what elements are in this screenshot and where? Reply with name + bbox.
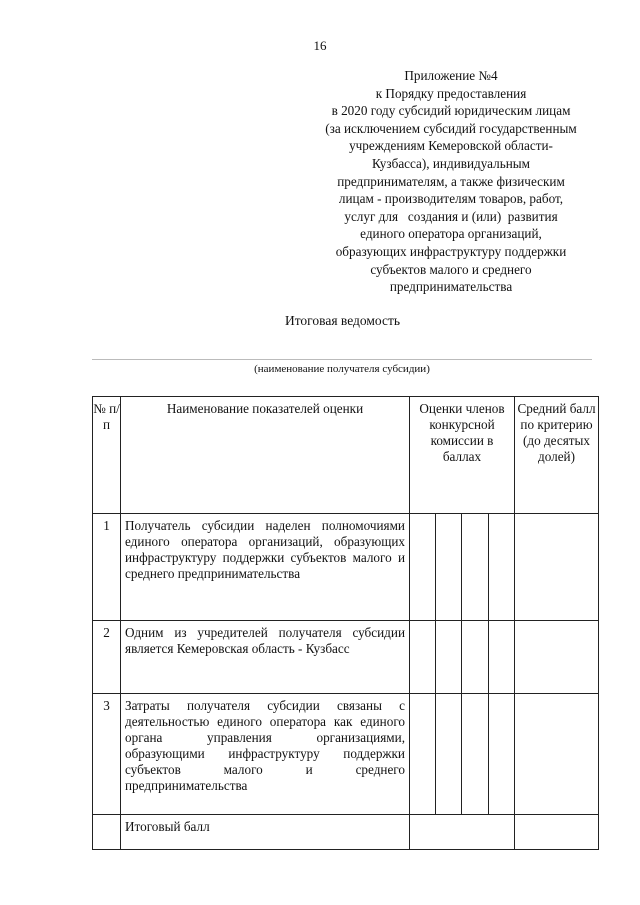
- row-number: 3: [93, 694, 121, 815]
- appendix-line: в 2020 году субсидий юридическим лицам: [331, 103, 571, 119]
- header-indicator-name: Наименование показателей оценки: [121, 397, 410, 514]
- score-cell: [462, 694, 489, 815]
- score-table: [92, 396, 599, 850]
- header-commission-scores: Оценки членов конкурсной комиссии в баллах: [410, 397, 515, 514]
- score-cell: [410, 694, 436, 815]
- appendix-line: услуг для создания и (или) развития: [344, 208, 558, 224]
- table-row: [93, 621, 599, 694]
- document-title: Итоговая ведомость: [284, 313, 401, 328]
- appendix-line: субъектов малого и среднего: [370, 261, 532, 277]
- total-average-cell: [515, 815, 599, 850]
- row-number: 2: [93, 621, 121, 694]
- appendix-line: предпринимателям, а также физическим: [337, 173, 565, 189]
- appendix-line: образующих инфраструктуру поддержки: [335, 243, 567, 259]
- appendix-header: [298, 67, 604, 296]
- average-cell: [515, 694, 599, 815]
- score-cell: [489, 514, 515, 621]
- total-row: [93, 815, 599, 850]
- score-cell: [436, 621, 462, 694]
- appendix-line: Кузбасса), индивидуальным: [372, 155, 530, 171]
- indicator-text: Получатель субсидии наделен полномочиями единого оператора организаций, образующих инфраструктуру поддержки субъектов малого и среднего предпринимательства: [121, 514, 410, 621]
- appendix-line: Приложение №4: [404, 68, 498, 83]
- score-cell: [462, 514, 489, 621]
- row-number: 1: [93, 514, 121, 621]
- score-cell: [436, 694, 462, 815]
- score-cell: [489, 694, 515, 815]
- average-cell: [515, 621, 599, 694]
- table-row: [93, 514, 599, 621]
- score-cell: [410, 514, 436, 621]
- appendix-line: предпринимательства: [389, 279, 513, 295]
- average-cell: [515, 514, 599, 621]
- table-header-row: [93, 397, 599, 514]
- page-number: 16: [313, 38, 327, 53]
- total-scores-cell: [410, 815, 515, 850]
- indicator-text: Затраты получателя субсидии связаны с деятельностью единого оператора как единого органа управления организациями, образующими инфраструктуру поддержки субъектов малого и среднего предпринимательства: [121, 694, 410, 815]
- appendix-line: (за исключением субсидий государственным: [325, 120, 577, 136]
- recipient-name-line: [92, 359, 592, 360]
- recipient-caption: (наименование получателя субсидии): [254, 363, 430, 375]
- appendix-line: лицам - производителям товаров, работ,: [338, 191, 564, 207]
- table-row: [93, 694, 599, 815]
- header-num: № п/п: [93, 397, 121, 514]
- indicator-text: Одним из учредителей получателя субсидии является Кемеровская область - Кузбасс: [121, 621, 410, 694]
- score-cell: [489, 621, 515, 694]
- appendix-line: единого оператора организаций,: [360, 226, 542, 242]
- score-cell: [410, 621, 436, 694]
- appendix-line: учреждениям Кемеровской области-: [349, 138, 553, 154]
- score-cell: [462, 621, 489, 694]
- header-average-score: Средний балл по критерию (до десятых долей): [515, 397, 599, 514]
- score-cell: [436, 514, 462, 621]
- appendix-line: к Порядку предоставления: [375, 85, 527, 101]
- total-label: Итоговый балл: [121, 815, 410, 850]
- total-num-cell: [93, 815, 121, 850]
